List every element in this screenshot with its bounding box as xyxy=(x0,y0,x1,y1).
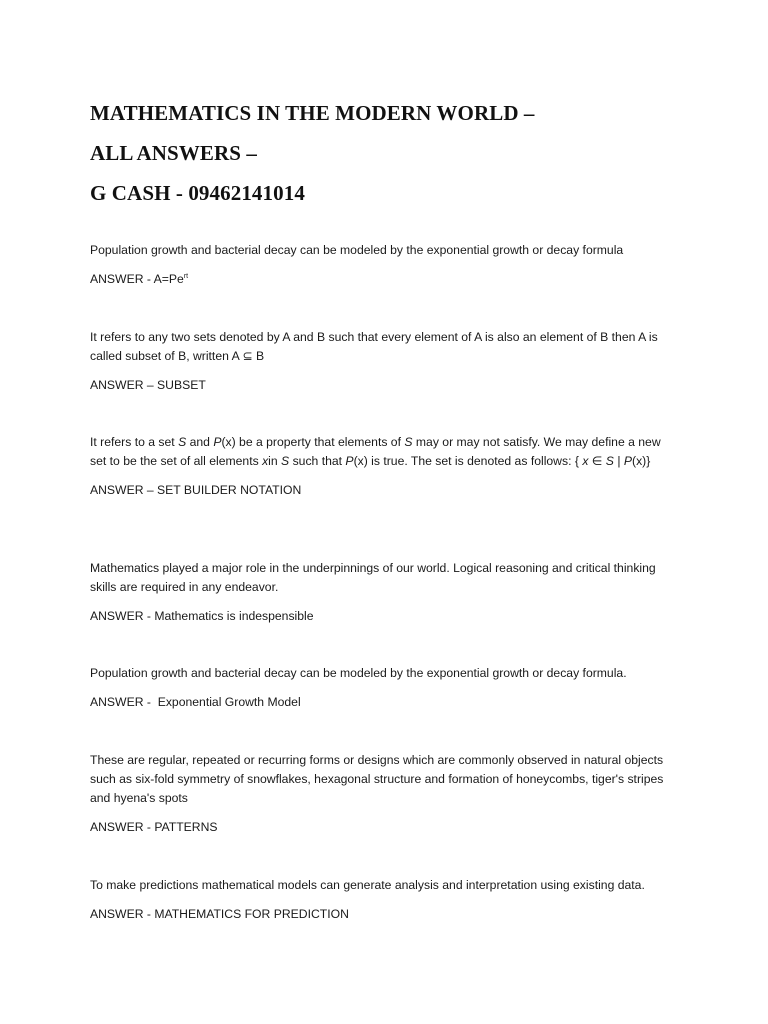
title-line-2: ALL ANSWERS – xyxy=(90,141,258,165)
question-part: such that xyxy=(289,454,346,468)
question-text: These are regular, repeated or recurring forms or designs which are commonly observed in natural objects such as six-fold symmetry of snowflakes, hexagonal structure and formation of honeycombs, tiger's stripes and hyena's spots xyxy=(90,753,664,805)
answer-text xyxy=(90,270,680,289)
question-text: Mathematics played a major role in the underpinnings of our world. Logical reasoning and critical thinking skills are required in any endeavor. xyxy=(90,561,656,594)
question-text xyxy=(90,433,680,471)
element-symbol: x xyxy=(582,454,589,468)
question-part: It refers to a set xyxy=(90,435,179,449)
question-text: Population growth and bacterial decay can be modeled by the exponential growth or decay formula. xyxy=(90,666,627,680)
element-symbol: x xyxy=(262,454,269,468)
answer-text: ANSWER – SUBSET xyxy=(90,378,206,392)
qa-item-4 xyxy=(90,559,680,626)
question-part: and xyxy=(186,435,214,449)
question-part: (x) be a property that elements of xyxy=(221,435,405,449)
qa-item-6 xyxy=(90,751,680,837)
title-line-1: MATHEMATICS IN THE MODERN WORLD – xyxy=(90,101,535,125)
question-part: | xyxy=(613,454,624,468)
set-symbol: S xyxy=(605,454,614,468)
qa-item-1 xyxy=(90,241,680,289)
set-symbol: S xyxy=(281,454,290,468)
title-line-3: G CASH - 09462141014 xyxy=(90,181,305,205)
qa-item-3 xyxy=(90,433,680,500)
question-part: (x) is true. The set is denoted as follows: { xyxy=(353,454,583,468)
answer-text: ANSWER - PATTERNS xyxy=(90,820,218,834)
set-symbol: S xyxy=(178,435,187,449)
set-symbol: S xyxy=(404,435,413,449)
answer-exponent: rt xyxy=(183,272,189,280)
answer-text: ANSWER - Mathematics is indespensible xyxy=(90,609,314,623)
question-part: It refers to any two sets denoted by A and B such that every element of A is also an element of B then A is called subset of B, written A xyxy=(90,330,658,363)
answer-text: ANSWER - MATHEMATICS FOR PREDICTION xyxy=(90,907,349,921)
qa-item-7 xyxy=(90,876,680,924)
answer-text: ANSWER - Exponential Growth Model xyxy=(90,695,301,709)
question-text: To make predictions mathematical models can generate analysis and interpretation using existing data. xyxy=(90,878,645,892)
question-text: Population growth and bacterial decay can be modeled by the exponential growth or decay formula xyxy=(90,243,624,257)
property-symbol: P xyxy=(623,454,633,468)
qa-item-5 xyxy=(90,664,680,712)
document-title xyxy=(90,93,710,213)
question-part: B xyxy=(252,349,265,363)
membership-symbol: ∈ xyxy=(588,454,606,468)
question-part: (x)} xyxy=(632,454,651,468)
question-part: may or may not satisfy. We may define a new set to be the set of all elements xyxy=(90,435,661,468)
subset-symbol: ⊆ xyxy=(242,349,253,363)
question-part: in xyxy=(268,454,282,468)
answer-formula: ANSWER - A=Pe xyxy=(90,272,184,286)
qa-item-2 xyxy=(90,328,680,395)
answer-text: ANSWER – SET BUILDER NOTATION xyxy=(90,483,302,497)
property-symbol: P xyxy=(345,454,354,468)
question-text xyxy=(90,328,680,366)
property-symbol: P xyxy=(213,435,222,449)
